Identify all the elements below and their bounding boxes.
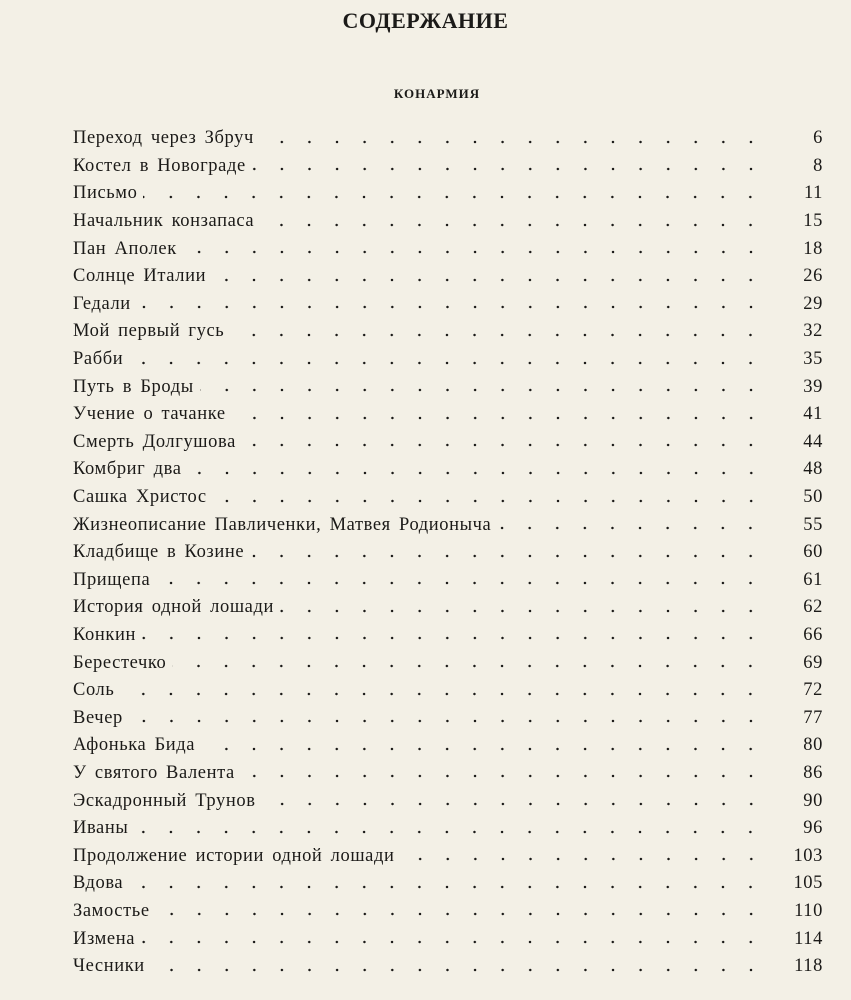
dot-leader xyxy=(156,912,771,916)
toc-entry-title: Гедали xyxy=(73,294,137,315)
dot-leader xyxy=(137,305,771,309)
toc-entry-page: 72 xyxy=(771,680,823,701)
toc-entry-page: 118 xyxy=(771,956,823,977)
toc-entry-page: 62 xyxy=(771,597,823,618)
toc-entry xyxy=(73,649,823,677)
toc-entry-title: Начальник конзапаса xyxy=(73,211,260,232)
dot-leader xyxy=(232,416,771,420)
toc-entry xyxy=(73,511,823,539)
toc-entry-page: 114 xyxy=(771,929,823,950)
dot-leader xyxy=(260,223,771,227)
dot-leader xyxy=(401,857,772,861)
toc-entry xyxy=(73,842,823,870)
dot-leader xyxy=(151,968,771,972)
toc-entry-page: 35 xyxy=(771,349,823,370)
toc-entry-page: 48 xyxy=(771,459,823,480)
toc-entry-page: 8 xyxy=(771,156,823,177)
dot-leader xyxy=(156,581,771,585)
dot-leader xyxy=(120,692,771,696)
toc-entry xyxy=(73,153,823,181)
table-of-contents xyxy=(73,125,823,980)
toc-entry xyxy=(73,373,823,401)
toc-entry-title: Продолжение истории одной лошади xyxy=(73,846,401,867)
toc-entry-page: 61 xyxy=(771,570,823,591)
toc-entry xyxy=(73,263,823,291)
dot-leader xyxy=(143,195,771,199)
toc-entry-title: Берестечко xyxy=(73,653,172,674)
dot-leader xyxy=(129,719,771,723)
dot-leader xyxy=(242,443,771,447)
toc-entry-page: 44 xyxy=(771,432,823,453)
toc-entry-title: Конкин xyxy=(73,625,142,646)
toc-entry-page: 69 xyxy=(771,653,823,674)
toc-entry-page: 60 xyxy=(771,542,823,563)
dot-leader xyxy=(188,471,771,475)
toc-entry xyxy=(73,456,823,484)
toc-entry-page: 18 xyxy=(771,239,823,260)
dot-leader xyxy=(280,609,771,613)
toc-entry-title: Соль xyxy=(73,680,120,701)
toc-entry-title: Путь в Броды xyxy=(73,377,200,398)
toc-entry-title: Замостье xyxy=(73,901,156,922)
toc-entry xyxy=(73,815,823,843)
toc-entry xyxy=(73,704,823,732)
toc-entry-title: Письмо xyxy=(73,183,143,204)
toc-entry xyxy=(73,180,823,208)
dot-leader xyxy=(262,802,771,806)
dot-leader xyxy=(260,140,771,144)
toc-entry-title: Иваны xyxy=(73,818,134,839)
toc-entry-title: Смерть Долгушова xyxy=(73,432,242,453)
toc-entry-title: Мой первый гусь xyxy=(73,321,230,342)
toc-entry xyxy=(73,594,823,622)
toc-entry xyxy=(73,732,823,760)
toc-entry-page: 41 xyxy=(771,404,823,425)
toc-entry-title: Солнце Италии xyxy=(73,266,212,287)
dot-leader xyxy=(213,499,771,503)
toc-entry-page: 11 xyxy=(771,183,823,204)
toc-entry xyxy=(73,677,823,705)
toc-entry-title: Учение о тачанке xyxy=(73,404,232,425)
toc-entry-page: 96 xyxy=(771,818,823,839)
dot-leader xyxy=(201,747,771,751)
toc-entry-page: 50 xyxy=(771,487,823,508)
toc-entry xyxy=(73,953,823,981)
dot-leader xyxy=(497,526,771,530)
toc-entry xyxy=(73,760,823,788)
toc-entry-page: 6 xyxy=(771,128,823,149)
dot-leader xyxy=(241,774,771,778)
toc-entry xyxy=(73,208,823,236)
dot-leader xyxy=(141,940,771,944)
toc-entry-title: Эскадронный Трунов xyxy=(73,791,262,812)
dot-leader xyxy=(134,830,771,834)
toc-entry-page: 32 xyxy=(771,321,823,342)
toc-entry xyxy=(73,318,823,346)
toc-entry-title: Сашка Христос xyxy=(73,487,213,508)
toc-entry-page: 26 xyxy=(771,266,823,287)
toc-entry xyxy=(73,567,823,595)
dot-leader xyxy=(172,664,771,668)
toc-entry-title: У святого Валента xyxy=(73,763,241,784)
toc-entry xyxy=(73,898,823,926)
toc-entry-page: 90 xyxy=(771,791,823,812)
section-heading: КОНАРМИЯ xyxy=(393,86,481,101)
dot-leader xyxy=(230,333,771,337)
toc-entry-title: Вечер xyxy=(73,708,129,729)
toc-entry xyxy=(73,401,823,429)
toc-entry xyxy=(73,291,823,319)
toc-entry-title: Прищепа xyxy=(73,570,156,591)
toc-entry-page: 39 xyxy=(771,377,823,398)
toc-entry xyxy=(73,235,823,263)
toc-entry xyxy=(73,870,823,898)
dot-leader xyxy=(200,388,771,392)
page-title: СОДЕРЖАНИЕ xyxy=(342,8,509,33)
dot-leader xyxy=(252,167,771,171)
toc-entry-title: История одной лошади xyxy=(73,597,280,618)
toc-entry xyxy=(73,622,823,650)
toc-entry xyxy=(73,125,823,153)
toc-entry-page: 105 xyxy=(771,873,823,894)
dot-leader xyxy=(212,278,771,282)
toc-entry-title: Пан Аполек xyxy=(73,239,183,260)
toc-entry-page: 103 xyxy=(771,846,823,867)
toc-entry-page: 110 xyxy=(771,901,823,922)
toc-entry xyxy=(73,787,823,815)
toc-entry-page: 66 xyxy=(771,625,823,646)
toc-entry-page: 29 xyxy=(771,294,823,315)
toc-entry-page: 80 xyxy=(771,735,823,756)
dot-leader xyxy=(129,361,771,365)
dot-leader xyxy=(183,250,771,254)
toc-entry xyxy=(73,484,823,512)
toc-entry-title: Костел в Новограде xyxy=(73,156,252,177)
toc-entry xyxy=(73,429,823,457)
dot-leader xyxy=(129,885,771,889)
toc-entry xyxy=(73,539,823,567)
toc-entry-title: Измена xyxy=(73,929,141,950)
toc-entry-title: Переход через Збруч xyxy=(73,128,260,149)
toc-entry-title: Вдова xyxy=(73,873,129,894)
toc-entry-title: Афонька Бида xyxy=(73,735,201,756)
toc-entry-title: Чесники xyxy=(73,956,151,977)
toc-entry xyxy=(73,925,823,953)
toc-entry-title: Кладбище в Козине xyxy=(73,542,250,563)
dot-leader xyxy=(142,636,771,640)
toc-entry-page: 86 xyxy=(771,763,823,784)
toc-entry-page: 15 xyxy=(771,211,823,232)
toc-entry-page: 77 xyxy=(771,708,823,729)
toc-entry-title: Комбриг два xyxy=(73,459,188,480)
dot-leader xyxy=(250,554,771,558)
toc-entry xyxy=(73,346,823,374)
toc-entry-page: 55 xyxy=(771,515,823,536)
toc-entry-title: Рабби xyxy=(73,349,129,370)
toc-entry-title: Жизнеописание Павличенки, Матвея Родионыча xyxy=(73,515,497,536)
